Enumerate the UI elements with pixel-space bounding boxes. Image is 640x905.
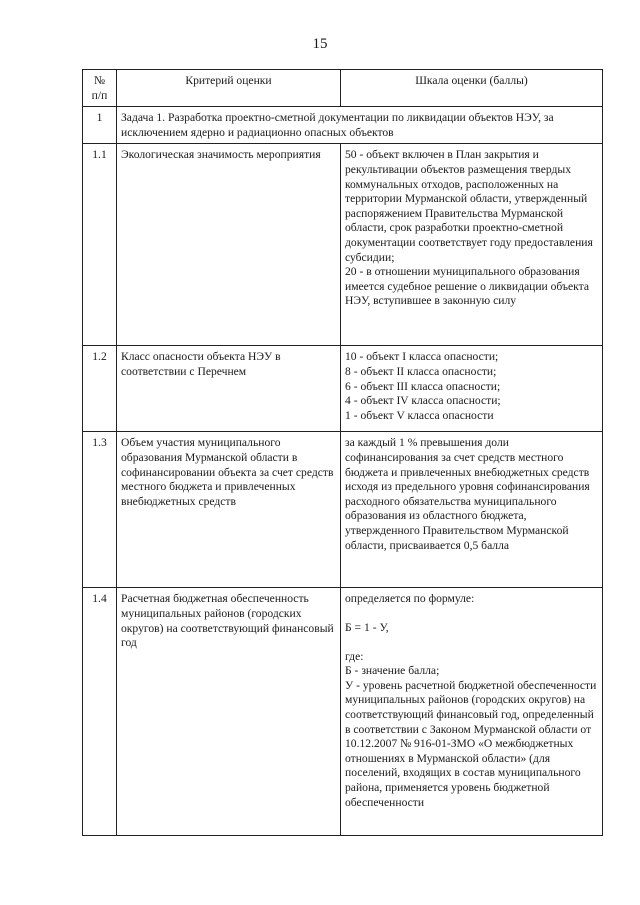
task-text: Задача 1. Разработка проектно-сметной документации по ликвидации объектов НЭУ, за исключением ядерно и радиационно опасных объектов <box>117 107 603 144</box>
row-number: 1.4 <box>83 588 117 836</box>
scale-line: 10 - объект I класса опасности; <box>345 350 499 364</box>
row-number: 1.2 <box>83 346 117 432</box>
task-row <box>83 107 603 144</box>
header-number-symbol: № <box>93 74 106 87</box>
row-scale <box>341 144 603 346</box>
row-criterion: Расчетная бюджетная обеспеченность муниципальных районов (городских округов) на соответствующий финансовый год <box>117 588 341 836</box>
scale-intro: определяется по формуле: <box>345 592 475 606</box>
header-number <box>83 70 117 107</box>
scale-line: за каждый 1 % превышения доли софинансирования за счет средств местного бюджета и привлеченных внебюджетных средств исходя из предельного уровня софинансирования расходного обязательства муниципального образования из областного бюджета, утвержденного Правительством Мурманской области, присваивается 0,5 балла <box>345 436 590 552</box>
scale-line: 1 - объект V класса опасности <box>345 408 494 422</box>
header-number-abbr: п/п <box>91 88 108 102</box>
row-criterion: Объем участия муниципального образования Мурманской области в софинансировании объекта за счет средств местного бюджета и привлеченных внебюджетных средств <box>117 432 341 588</box>
scale-line: 8 - объект II класса опасности; <box>345 364 497 378</box>
scale-line: У - уровень расчетной бюджетной обеспеченности муниципальных районов (городских округов) на соответствующий финансовый год, определенный в соответствии с Законом Мурманской области от 10.12.2007 № 916-01-ЗМО «О межбюджетных отношениях в Мурманской области» (для поселений, входящих в состав муниципального района, применяется уровень бюджетной обеспеченности <box>345 678 597 809</box>
table-row <box>83 144 603 346</box>
criteria-table <box>82 69 603 836</box>
scale-line: 20 - в отношении муниципального образования имеется судебное решение о ликвидации объекта НЭУ, вступившее в законную силу <box>345 265 590 308</box>
table-row <box>83 432 603 588</box>
task-number: 1 <box>83 107 117 144</box>
scale-line: 6 - объект III класса опасности; <box>345 379 501 393</box>
page-number: 15 <box>312 36 328 52</box>
row-number: 1.3 <box>83 432 117 588</box>
header-criterion: Критерий оценки <box>117 70 341 107</box>
scale-line: 50 - объект включен в План закрытия и рекультивации объектов размещения твердых коммунальных отходов, расположенных на территории Мурманской области, утвержденный распоряжением Правительства Мурманской области, срок разработки проектно-сметной документации соответствует году предоставления субсидии; <box>345 148 593 264</box>
table-row <box>83 346 603 432</box>
row-number: 1.1 <box>83 144 117 346</box>
scale-line: 4 - объект IV класса опасности; <box>345 394 501 408</box>
table-header-row <box>83 70 603 107</box>
row-scale <box>341 588 603 836</box>
header-scale: Шкала оценки (баллы) <box>341 70 603 107</box>
scale-formula: Б = 1 - У, <box>345 620 389 634</box>
row-scale <box>341 346 603 432</box>
scale-where: где: <box>345 649 364 663</box>
row-criterion: Класс опасности объекта НЭУ в соответствии с Перечнем <box>117 346 341 432</box>
row-criterion: Экологическая значимость мероприятия <box>117 144 341 346</box>
row-scale <box>341 432 603 588</box>
table-row <box>83 588 603 836</box>
scale-line: Б - значение балла; <box>345 664 440 678</box>
